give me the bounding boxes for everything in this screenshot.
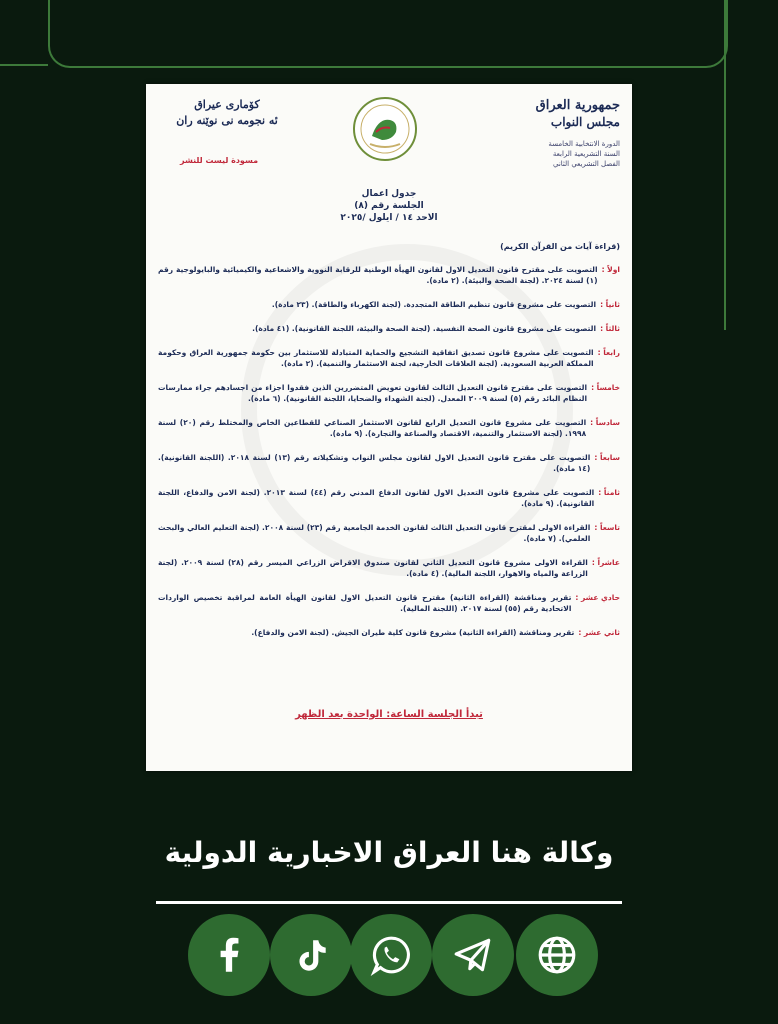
telegram-icon	[452, 934, 494, 976]
item-text: القراءة الاولى لمقترح قانون التعديل الثالث لقانون الخدمة الجامعية رقم (٢٣) لسنة ٢٠٠٨. (لجنة التعليم العالي والبحث العلمي). (٧ مادة).	[158, 523, 591, 543]
agenda-heading	[146, 188, 632, 224]
parliament-seal-icon	[352, 96, 418, 162]
agenda-item	[158, 417, 620, 439]
agenda-item	[158, 487, 620, 509]
agenda-title: جدول اعمال	[361, 189, 417, 199]
item-label: خامساً :	[591, 383, 620, 392]
agenda-item	[158, 627, 620, 638]
item-label: اولاً :	[601, 265, 620, 274]
header-line: الدورة الانتخابية الخامسة	[548, 140, 620, 148]
item-label: ثامناً :	[598, 488, 620, 497]
header-right-details	[470, 139, 620, 169]
draft-note: مسودة ليست للنشر	[180, 156, 259, 165]
item-text: التصويت على مشروع قانون الصحة النفسية. (لجنة الصحة والبيئة، اللجنة القانونية). (٤١ مادة).	[252, 324, 597, 333]
item-text: التصويت على مقترح قانون التعديل الثالث لقانون تعويض المتضررين الذين فقدوا اجزاء من اجسادهم جراء ممارسات النظام البائد رقم (٥) لسنة ٢٠٠٩ المعدل. (لجنة الشهداء والضحايا، اللجنة القانونية). (٦ مادة).	[158, 383, 588, 403]
item-label: سادساً :	[590, 418, 620, 427]
agenda-item	[158, 382, 620, 404]
item-label: ثاني عشر :	[578, 628, 620, 637]
tiktok-button[interactable]	[270, 914, 352, 996]
item-label: سابعاً :	[594, 453, 620, 462]
agenda-item	[158, 347, 620, 369]
globe-icon	[536, 934, 578, 976]
agenda-session: الجلسة رقم (٨)	[354, 201, 424, 211]
website-button[interactable]	[516, 914, 598, 996]
agenda-item	[158, 522, 620, 544]
decorative-frame-top	[48, 0, 728, 68]
divider	[156, 901, 622, 904]
item-label: تاسعاً :	[594, 523, 620, 532]
item-text: تقرير ومناقشة (القراءة الثانية) مقترح قانون التعديل الاول لقانون الهيأة العامة لمراقبة تخصيص الواردات الاتحادية رقم (٥٥) لسنة ٢٠١٧. (اللجنة المالية).	[158, 593, 572, 613]
agenda-document	[146, 84, 632, 771]
header-left-subtitle: ئه نجومه نی نوێنه ران	[176, 114, 278, 127]
agency-name: وكالة هنا العراق الاخبارية الدولية	[164, 836, 614, 869]
header-right-title: جمهورية العراق	[535, 98, 620, 113]
agenda-date: الاحد ١٤ / ايلول /٢٠٢٥	[340, 213, 438, 223]
decorative-frame-left	[0, 64, 48, 67]
agenda-item	[158, 557, 620, 579]
session-start-note: تبدأ الجلسة الساعة: الواحدة بعد الظهر	[295, 709, 483, 720]
item-label: رابعاً :	[597, 348, 620, 357]
item-text: التصويت على مشروع قانون تصديق اتفاقية التشجيع والحماية المتبادلة للاستثمار بين حكومة جمهورية العراق وحكومة المملكة العربية السعودية. (لجنة العلاقات الخارجية، لجنة الاستثمار والتنمية). (٢ مادة).	[158, 348, 594, 368]
header-left	[162, 98, 292, 127]
decorative-frame-right	[724, 0, 727, 330]
opening-line: (قراءة آيات من القرآن الكريم)	[500, 242, 620, 251]
agenda-item	[158, 264, 620, 286]
item-text: التصويت على مقترح قانون التعديل الاول لقانون الهيأة الوطنية للرقابة النووية والاشعاعية والكيميائية والبايولوجية رقم (١) لسنة ٢٠٢٤. (لجنة الصحة والبيئة). (٢ مادة).	[158, 265, 598, 285]
tiktok-icon	[290, 934, 332, 976]
item-text: التصويت على مشروع قانون تنظيم الطاقة المتجددة. (لجنة الكهرباء والطاقة). (٢٣ مادة).	[271, 300, 597, 309]
telegram-button[interactable]	[432, 914, 514, 996]
header-line: السنة التشريعية الرابعة	[552, 150, 620, 158]
item-label: ثالثاً :	[600, 324, 620, 333]
item-text: التصويت على مشروع قانون التعديل الاول لقانون الدفاع المدني رقم (٤٤) لسنة ٢٠١٣. (لجنة الامن والدفاع، اللجنة القانونية). (٩ مادة).	[158, 488, 595, 508]
agenda-items	[158, 264, 620, 651]
facebook-icon	[208, 934, 250, 976]
header-line: الفصل التشريعي الثاني	[552, 160, 620, 168]
item-label: حادي عشر :	[575, 593, 620, 602]
item-label: ثانياً :	[600, 300, 620, 309]
header-right	[470, 98, 620, 169]
header-right-subtitle: مجلس النواب	[550, 115, 620, 129]
agenda-item	[158, 323, 620, 334]
item-label: عاشراً :	[591, 558, 620, 567]
item-text: التصويت على مقترح قانون التعديل الاول لقانون مجلس النواب وتشكيلاته رقم (١٣) لسنة ٢٠١٨. (اللجنة القانونية). (١٤ مادة).	[158, 453, 591, 473]
whatsapp-icon	[370, 934, 412, 976]
social-links	[0, 914, 778, 998]
agenda-item	[158, 592, 620, 614]
facebook-button[interactable]	[188, 914, 270, 996]
agenda-item	[158, 452, 620, 474]
item-text: تقرير ومناقشة (القراءة الثانية) مشروع قانون كلية طيران الجيش. (لجنة الامن والدفاع).	[251, 628, 575, 637]
whatsapp-button[interactable]	[350, 914, 432, 996]
item-text: القراءة الاولى مشروع قانون التعديل الثاني لقانون صندوق الاقراض الزراعي الميسر رقم (٢٨) لسنة ٢٠٠٩. (لجنة الزراعة والمياه والاهوار، اللجنة المالية). (٤ مادة).	[158, 558, 588, 578]
item-text: التصويت على مشروع قانون التعديل الرابع لقانون الاستثمار الصناعي للقطاعين الخاص والمختلط رقم (٢٠) لسنة ١٩٩٨. (لجنة الاستثمار والتنمية، الاقتصاد والصناعة والتجارة). (٩ مادة).	[158, 418, 587, 438]
agenda-item	[158, 299, 620, 310]
header-left-title: كۆماری عیراق	[194, 98, 260, 111]
